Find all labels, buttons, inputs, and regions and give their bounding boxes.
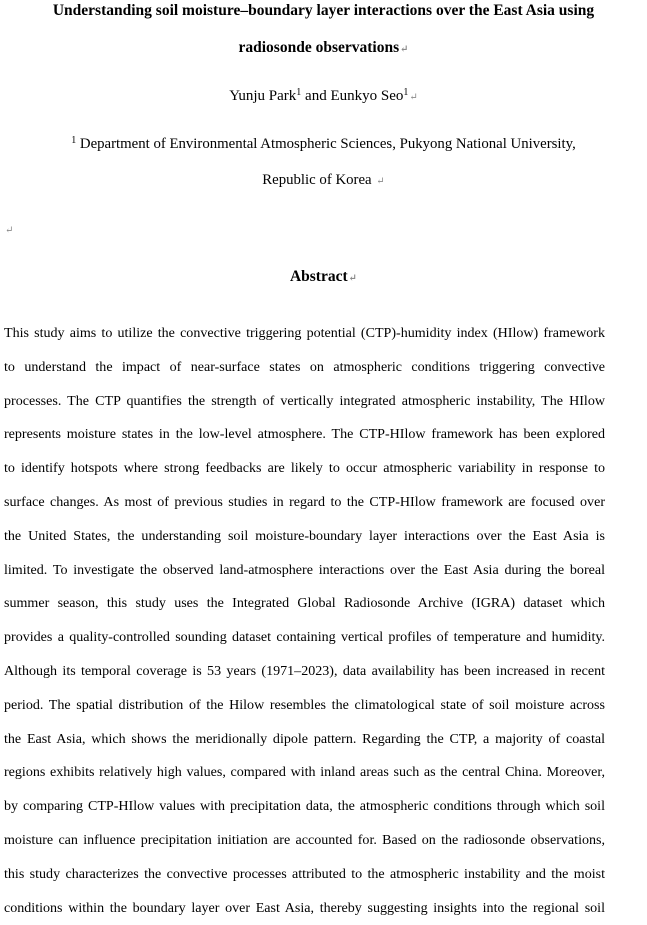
abstract-line: summer season, this study uses the Integrated Global Radiosonde Archive (IGRA) dataset which (4, 595, 605, 612)
abstract-line: moisture can influence precipitation initiation are accounted for. Based on the radiosonde observations, (4, 831, 605, 848)
abstract-line: regions exhibits relatively high values, compared with inland areas such as the central China. Moreover, (4, 764, 605, 781)
abstract-line: to understand the impact of near-surface states on atmospheric conditions triggering convective (4, 358, 605, 375)
abstract-line: This study aims to utilize the convective triggering potential (CTP)-humidity index (HIlow) framework (4, 325, 605, 341)
paragraph-mark: ↵ (376, 176, 385, 187)
title-line-2: radiosonde observations↵ (238, 39, 409, 56)
author-conjunction: and (305, 88, 327, 104)
abstract-body (4, 317, 605, 925)
abstract-line: this study characterizes the convective processes attributed to the atmospheric instability and the moist (4, 865, 605, 882)
abstract-line: limited. To investigate the observed land-atmosphere interactions over the East Asia during the boreal (4, 561, 605, 578)
abstract-line: conditions within the boundary layer over East Asia, thereby suggesting insights into the regional soil (4, 899, 605, 916)
affiliation-sup: 1 (71, 135, 77, 146)
author-1-affiliation-sup: 1 (296, 87, 302, 98)
abstract-line: represents moisture states in the low-level atmosphere. The CTP-HIlow framework has been explored (4, 426, 605, 443)
abstract-line: by comparing CTP-HIlow values with precipitation data, the atmospheric conditions through which soil (4, 798, 605, 815)
abstract-line: processes. The CTP quantifies the strength of vertically integrated atmospheric instability, The HIlow (4, 392, 605, 409)
author-2-affiliation-sup: 1 (403, 87, 409, 98)
affiliation-line-2 (0, 172, 647, 189)
abstract-line: Although its temporal coverage is 53 years (1971–2023), data availability has been increased in recent (4, 662, 605, 679)
author-1-name: Yunju Park (229, 88, 297, 104)
author-line (0, 88, 647, 105)
abstract-line: provides a quality-controlled sounding dataset containing vertical profiles of temperature and humidity. (4, 629, 605, 646)
affiliation-line-1 (0, 136, 647, 153)
empty-paragraph-mark: ↵ (5, 225, 14, 236)
affiliation-text-2: Republic of Korea (262, 172, 372, 188)
paragraph-mark: ↵ (348, 273, 358, 284)
abstract-line: the United States, the understanding soil moisture-boundary layer interactions over the East Asia is (4, 527, 605, 544)
affiliation-text-1: Department of Environmental Atmospheric Sciences, Pukyong National University, (79, 136, 576, 152)
paragraph-mark: ↵ (409, 92, 418, 103)
abstract-line: the East Asia, which shows the meridionally dipole pattern. Regarding the CTP, a majority of coastal (4, 730, 605, 747)
author-2-name: Eunkyo Seo (330, 88, 404, 104)
abstract-line: to identify hotspots where strong feedbacks are likely to occur atmospheric variability in response to (4, 460, 605, 477)
title-line-1: Understanding soil moisture–boundary layer interactions over the East Asia using (52, 2, 595, 19)
paragraph-mark: ↵ (400, 44, 409, 55)
abstract-heading: Abstract↵ (289, 268, 358, 285)
abstract-line: period. The spatial distribution of the Hilow resembles the climatological state of soil moisture across (4, 696, 605, 713)
abstract-line: surface changes. As most of previous studies in regard to the CTP-HIlow framework are focused over (4, 493, 605, 510)
